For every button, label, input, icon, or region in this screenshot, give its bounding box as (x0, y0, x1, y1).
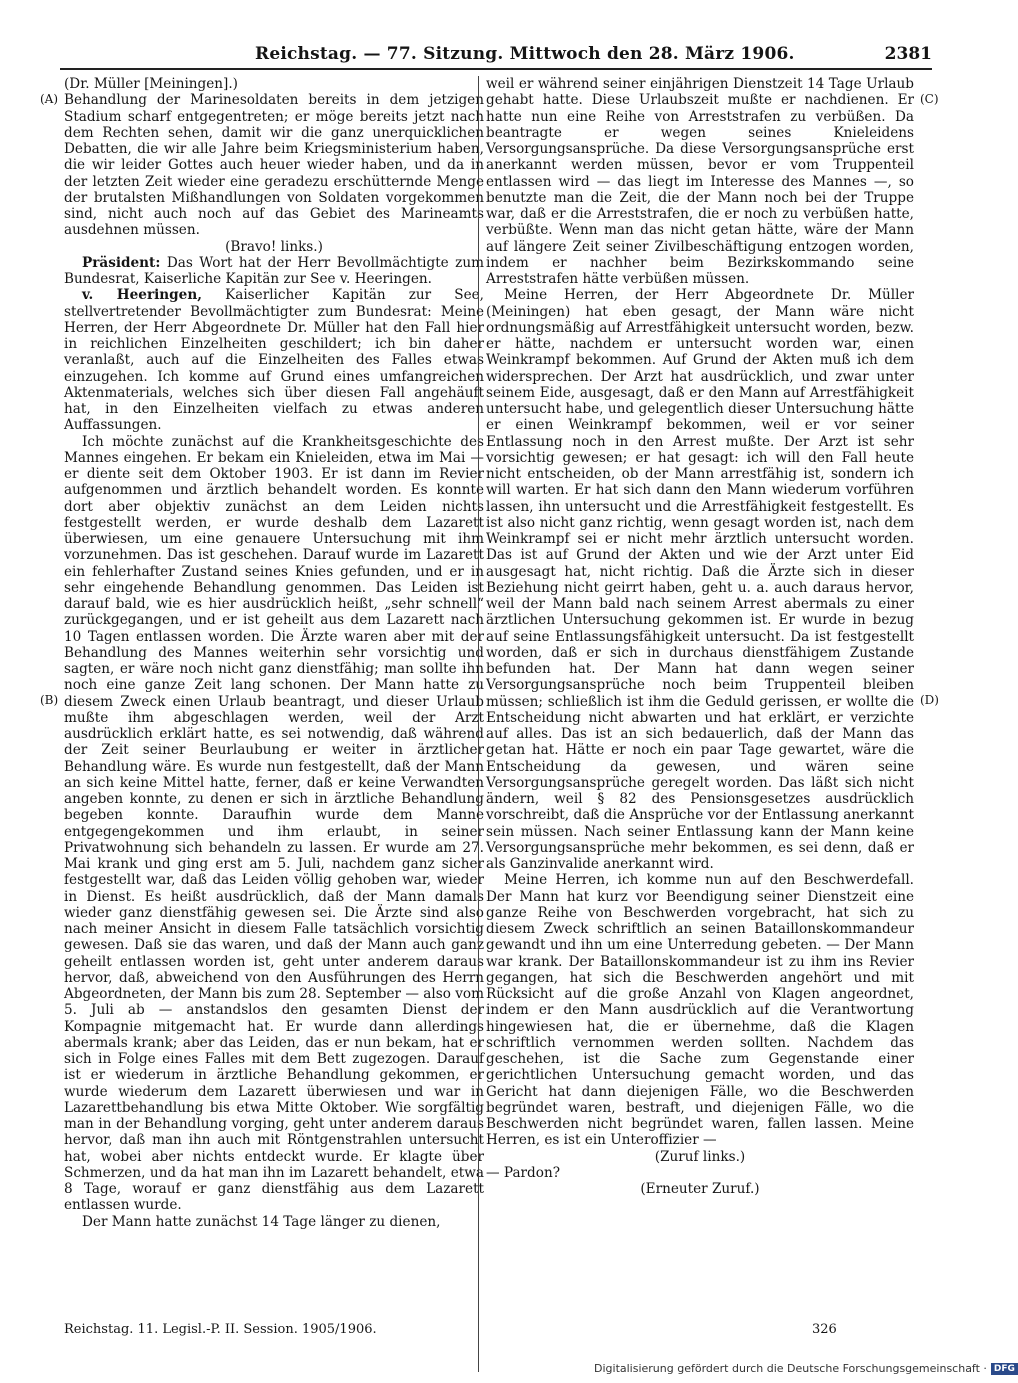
right-column (486, 76, 914, 1197)
left-column (64, 76, 484, 1230)
speaker-name: v. Heeringen, (82, 287, 202, 304)
speaker-name: Präsident: (82, 254, 161, 271)
speech-text: Kaiserlicher Kapitän zur See, stellvertretender Bevollmächtigter zum Bundesrat: Meine Herren, der Herr Abgeordnete Dr. Müller hat den Fall hier in reichlichen Einzelheiten geschildert; ich bin daher veranlaßt, auch auf die Einzelheiten des Falles etwas einzugehen. Ich komme auf Grund eines umfangreichen Aktenmaterials, welches sich über diesen Fall angehäuft hat, in den Einzelheiten vielfach zu etwas anderen Auffassungen. (64, 287, 484, 434)
margin-letter-c: (C) (920, 92, 939, 106)
paragraph (64, 287, 484, 433)
dfg-text: Digitalisierung gefördert durch die Deutsche Forschungsgemeinschaft · (594, 1362, 987, 1375)
reply: — Pardon? (486, 1164, 560, 1181)
paragraph: Ich möchte zunächst auf die Krankheitsgeschichte des Mannes eingehen. Er bekam ein Knieleiden, etwa im Mai — er diente seit dem Oktober 1903. Er ist dann im Revier aufgenommen und ärztlich behandelt worden. Es konnte dort aber objektiv zunächst an dem Leiden nichts festgestellt werden, er wurde deshalb dem Lazarett überwiesen, um eine genauere Untersuchung mit ihm vorzunehmen. Das ist geschehen. Darauf wurde im Lazarett ein fehlerhafter Zustand seines Knies gefunden, und er in sehr eingehende Behandlung genommen. Das Leiden ist darauf bald, wie es hier ausdrücklich heißt, „sehr schnell“ zurückgegangen, und er ist geheilt aus dem Lazarett nach 10 Tagen entlassen worden. Die Ärzte waren aber mit der Behandlung des Mannes weiterhin sehr vorsichtig und sagten, er wäre noch nicht ganz dienstfähig; man sollte ihn noch eine ganze Zeit lang schonen. Der Mann hatte zu diesem Zweck einen Urlaub beantragt, und dieser Urlaub mußte ihm abgeschlagen werden, weil der Arzt ausdrücklich erklärt hatte, es sei notwendig, daß während der Zeit seiner Beurlaubung er weiter in ärztlicher Behandlung wäre. Es wurde nun festgestellt, daß der Mann an sich keine Mittel hatte, ferner, daß er keine Verwandten angeben konnte, zu denen er sich in ärztliche Behandlung begeben konnte. Daraufhin wurde dem Manne entgegengekommen und ihm erlaubt, in seiner Privatwohnung sich behandeln zu lassen. Er wurde am 27. Mai krank und ging erst am 5. Juli, nachdem ganz sicher festgestellt war, daß das Leiden völlig gehoben war, wieder in Dienst. Es heißt ausdrücklich, daß der Mann damals wieder ganz dienstfähig gewesen sei. Die Ärzte sind also nach meiner Ansicht in diesem Falle tatsächlich vorsichtig gewesen. Daß sie das waren, und daß der Mann auch ganz geheilt entlassen worden ist, geht unter anderem daraus hervor, daß, abweichend von den Ausführungen des Herrn Abgeordneten, der Mann bis zum 28. September — also vom 5. Juli ab — anstandslos den gesamten Dienst der Kompagnie mitgemacht hat. Er wurde dann allerdings abermals krank; aber das Leiden, das er nun bekam, hat er sich in Folge eines Falles mit dem Bett zugezogen. Darauf ist er wiederum in ärztliche Behandlung gekommen, er wurde wiederum dem Lazarett überwiesen und war in Lazarettbehandlung bis etwa Mitte Oktober. Wie sorgfältig man in der Behandlung vorging, geht unter anderem daraus hervor, daß man ihn auch mit Röntgenstrahlen untersucht hat, wobei aber nichts entdeckt wurde. Er klagte über Schmerzen, und da hat man ihn im Lazarett behandelt, etwa 8 Tage, worauf er ganz dienstfähig aus dem Lazarett entlassen wurde. (64, 433, 484, 1214)
paragraph: weil er während seiner einjährigen Dienstzeit 14 Tage Urlaub gehabt hatte. Diese Urlaubszeit mußte er nachdienen. Er hatte nun eine Reihe von Arreststrafen zu verbüßen. Da beantragte er wegen seines Knieleidens Versorgungsansprüche. Da diese Versorgungsansprüche erst anerkannt werden müssen, bevor er vom Truppenteil entlassen wird — das liegt im Interesse des Mannes —, so benutzte man die Zeit, die der Mann noch bei der Truppe war, daß er die Arreststrafen, die er noch zu verbüßen hatte, verbüßte. Wenn man das nicht getan hätte, wäre der Mann auf längere Zeit seiner Zivilbeschäftigung entzogen worden, indem er nachher beim Bezirkskommando seine Arreststrafen hätte verbüßen müssen. (486, 76, 914, 287)
speaker-continuation: (Dr. Müller [Meiningen].) (64, 76, 238, 92)
paragraph: Behandlung der Marinesoldaten bereits in dem jetzigen Stadium scharf entgegentreten; er möge bereits jetzt nach dem Rechten sehen, damit wir die ganz unerquicklichen Debatten, die wir alle Jahre beim Kriegsministerium haben, die wir leider Gottes auch heuer wieder haben, und da in der letzten Zeit wieder eine geradezu erschütternde Menge der brutalsten Mißhandlungen von Soldaten vorgekommen sind, nicht auch noch auf das Gebiet des Marineamts ausdehnen müssen. (64, 92, 484, 239)
speech-text: Das Wort hat der Herr Bevollmächtigte zum Bundesrat, Kaiserliche Kapitän zur See v. Heeringen. (64, 254, 484, 287)
dfg-credit (594, 1362, 1018, 1375)
paragraph: Meine Herren, ich komme nun auf den Beschwerdefall. Der Mann hat kurz vor Beendigung seiner Dienstzeit eine ganze Reihe von Beschwerden vorgebracht, hat sich zu diesem Zweck schriftlich an seinen Bataillonskommandeur gewandt und ihn um eine Unterredung gebeten. — Der Mann war krank. Der Bataillonskommandeur ist zu ihm ins Revier gegangen, hat sich die Beschwerden angehört und mit Rücksicht auf die große Anzahl von Klagen angeordnet, indem er den Mann ausdrücklich auf die Verantwortung hingewiesen hat, die er übernehme, daß die Klagen schriftlich vernommen werden sollten. Nachdem das geschehen, ist die Sache zum Gegenstande einer gerichtlichen Untersuchung gemacht worden, und das Gericht hat dann diejenigen Fälle, wo die Beschwerden begründet waren, bestraft, und diejenigen Fälle, wo die Beschwerden nicht begründet waren, fallen lassen. Meine Herren, es ist ein Unteroffizier — (486, 872, 914, 1149)
interjection: (Zuruf links.) (654, 1148, 746, 1165)
interjection: (Bravo! links.) (225, 238, 323, 255)
footer-left: Reichstag. 11. Legisl.-P. II. Session. 1905/1906. (64, 1322, 377, 1337)
footer-sheet-number: 326 (812, 1322, 837, 1337)
running-title: Reichstag. — 77. Sitzung. Mittwoch den 28. März 1906. (255, 44, 795, 64)
page-header (60, 44, 932, 68)
paragraph: Meine Herren, der Herr Abgeordnete Dr. Müller (Meiningen) hat eben gesagt, der Mann wäre nicht ordnungsmäßig auf Arrestfähigkeit untersucht worden, bezw. er hätte, nachdem er untersucht worden war, einen Weinkrampf bekommen. Auf Grund der Akten muß ich dem widersprechen. Der Arzt hat ausdrücklich, und zwar unter seinem Eide, ausgesagt, daß er den Mann auf Arrestfähigkeit untersucht habe, und gelegentlich dieser Untersuchung hätte er einen Weinkrampf bekommen, weil er vor seiner Entlassung noch in den Arrest mußte. Der Arzt ist sehr vorsichtig gewesen; er hat gesagt: ich will den Fall heute nicht entscheiden, ob der Mann arrestfähig ist, sondern ich will warten. Er hat sich dann den Mann wiederum vorführen lassen, ihn untersucht und die Arrestfähigkeit festgestellt. Es ist also nicht ganz richtig, wenn gesagt worden ist, nach dem Weinkrampf sei er nicht mehr ärztlich untersucht worden. Das ist auf Grund der Akten und wie der Arzt unter Eid ausgesagt hat, nicht richtig. Daß die Ärzte sich in dieser Beziehung nicht geirrt haben, geht u. a. auch daraus hervor, weil der Mann bald nach seinem Arrest abermals zu einer ärztlichen Untersuchung gekommen ist. Er wurde in bezug auf seine Entlassungsfähigkeit untersucht. Da ist festgestellt worden, daß er sich in durchaus dienstfähigem Zustande befunden hat. Der Mann hat dann wegen seiner Versorgungsansprüche noch beim Truppenteil bleiben müssen; schließlich ist ihm die Geduld gerissen, er wollte die Entscheidung nicht abwarten und hat erklärt, er verzichte auf alles. Das ist an sich bedauerlich, daß der Mann das getan hat. Hätte er noch ein paar Tage gewartet, wäre die Entscheidung da gewesen, und wären seine Versorgungsansprüche geregelt worden. Das läßt sich nicht ändern, weil § 82 des Pensionsgesetzes ausdrücklich vorschreibt, daß die Ansprüche vor der Entlassung anerkannt sein müssen. Nach seiner Entlassung kann der Mann keine Versorgungsansprüche mehr bekommen, es sei denn, daß er als Ganzinvalide anerkannt wird. (486, 287, 914, 872)
paragraph (64, 255, 484, 288)
margin-letter-d: (D) (920, 693, 939, 707)
dfg-logo: DFG (991, 1363, 1018, 1375)
column-rule (478, 76, 479, 1372)
page-number: 2381 (884, 44, 932, 64)
header-rule (60, 68, 932, 70)
margin-letter-a: (A) (40, 92, 59, 106)
margin-letter-b: (B) (40, 693, 59, 707)
interjection: (Erneuter Zuruf.) (640, 1181, 760, 1197)
paragraph: Der Mann hatte zunächst 14 Tage länger zu dienen, (82, 1213, 441, 1230)
